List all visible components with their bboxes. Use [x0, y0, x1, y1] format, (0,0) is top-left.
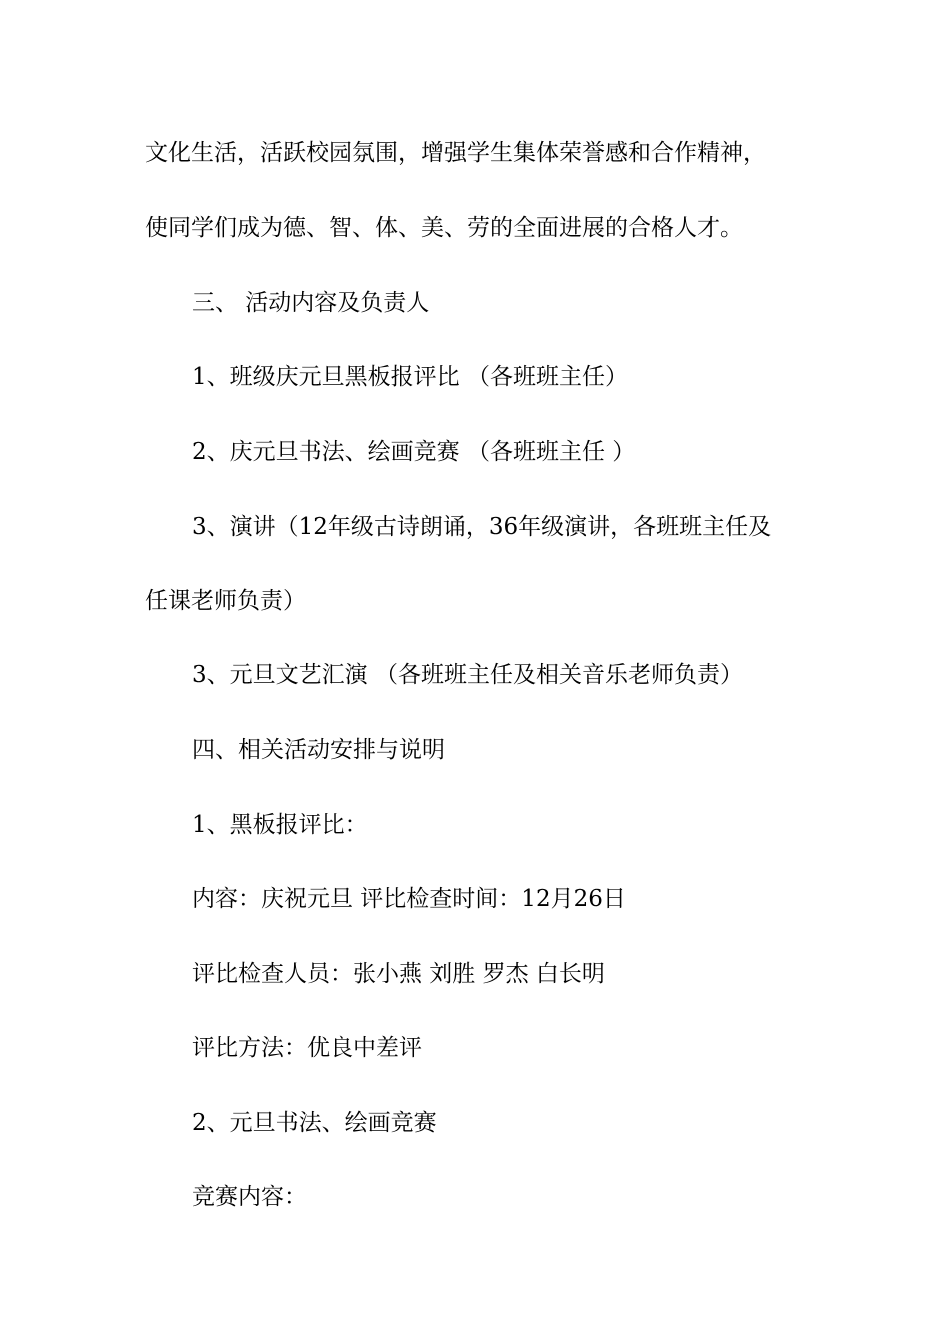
- paragraph-line: 使同学们成为德、智、体、美、劳的全面进展的合格人才。: [145, 215, 743, 241]
- list-item: 1、班级庆元旦黑板报评比 （各班班主任）: [192, 364, 628, 390]
- subsection-heading: 2、元旦书法、绘画竞赛: [192, 1110, 437, 1136]
- section-heading: 四、相关活动安排与说明: [192, 737, 445, 763]
- detail-line: 竞赛内容：: [192, 1184, 307, 1210]
- paragraph-line: 任课老师负责）: [145, 588, 306, 614]
- subsection-heading: 1、黑板报评比：: [192, 812, 368, 838]
- detail-line: 评比检查人员：张小燕 刘胜 罗杰 白长明: [192, 961, 605, 987]
- detail-line: 评比方法：优良中差评: [192, 1035, 422, 1061]
- detail-line: 内容：庆祝元旦 评比检查时间：12月26日: [192, 886, 626, 912]
- section-heading: 三、 活动内容及负责人: [192, 290, 430, 316]
- list-item: 2、庆元旦书法、绘画竞赛 （各班班主任 ）: [192, 439, 636, 465]
- list-item: 3、元旦文艺汇演 （各班班主任及相关音乐老师负责）: [192, 662, 743, 688]
- paragraph-line: 文化生活，活跃校园氛围，增强学生集体荣誉感和合作精神，: [145, 140, 766, 166]
- list-item: 3、演讲（12年级古诗朗诵，36年级演讲，各班班主任及: [192, 514, 772, 540]
